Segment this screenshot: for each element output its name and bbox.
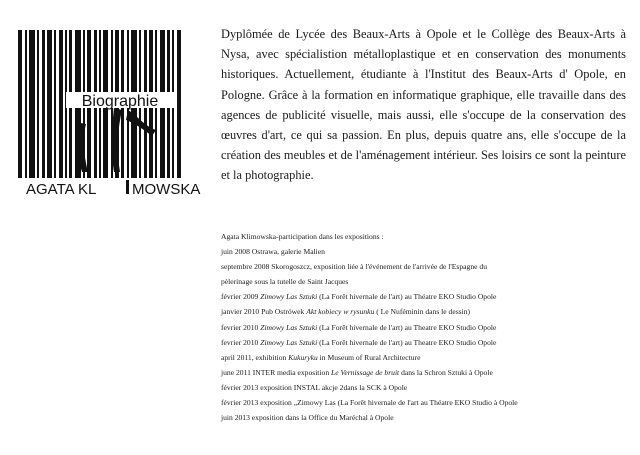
exhibitions-list bbox=[221, 229, 626, 425]
logo-title: Biographie bbox=[81, 93, 159, 110]
barcode-bar bbox=[18, 30, 22, 178]
barcode-bar bbox=[42, 30, 45, 178]
list-item: pèlerinage sous la tutelle de Saint Jacques bbox=[221, 277, 349, 287]
logo-name-part2: MOWSKA bbox=[132, 181, 201, 198]
list-item: janvier 2010 Pub Ostrówek Akt kobiecy w rysunku ( Le Nuféminin dans le dessin) bbox=[221, 307, 471, 317]
logo-name-i-bar bbox=[126, 180, 129, 194]
barcode-bar bbox=[47, 30, 52, 178]
list-item: juin 2008 Ostrawa, galerie Malien bbox=[221, 247, 325, 257]
list-item: april 2011, exhibition Kukuryku in Museum of Rural Architecture bbox=[221, 352, 421, 362]
list-item: fevrier 2010 Zimowy Las Sztuki (La Forêt hivernale de l'art) au Theatre EKO Studio Opole bbox=[221, 322, 497, 332]
biography-paragraph: Dyplômée de Lycée des Beaux-Arts à Opole et le Collège des Beaux-Arts à Nysa, avec spécialistion métalloplastique et en conservation des monuments historiques. Actuellement, étudiante à l'Institut des Beaux-Arts d' Opole, en Pologne. Grâce à la formation en informatique graphique, elle travaille dans des agences de publicité visuelle, mais aussi, elle s'occupe de la conservation des œuvres d'art, ce qui sa passion. En plus, depuis quatre ans, elle s'occupe de la création des meubles et de l'aménagement intérieur. Ses loisirs ce sont la peinture et la photographie. bbox=[221, 27, 626, 183]
barcode-bar bbox=[59, 30, 63, 178]
exhibitions-heading: Agata Klimowska-participation dans les expositions : bbox=[221, 232, 384, 241]
list-item: juin 2013 exposition dans la Office du Maréchal à Opole bbox=[221, 413, 394, 423]
list-item: septembre 2008 Skorogoszcz, exposition liée à l'événement de l'arrivée de l'Espagne du bbox=[221, 262, 487, 272]
list-item: fevrier 2010 Zimowy Las Sztuki (La Forêt hivernale de l'art) au Theatre EKO Studio Opole bbox=[221, 337, 497, 347]
barcode-bar bbox=[177, 30, 181, 178]
logo-name-part1: AGATA KL bbox=[26, 181, 97, 198]
barcode-bar bbox=[54, 30, 56, 178]
barcode-bar bbox=[25, 30, 27, 178]
list-item: june 2011 INTER media exposition Le Vernissage de bruit dans la Schron Sztuki à Opole bbox=[221, 367, 493, 377]
barcode-logo bbox=[16, 30, 212, 198]
list-item: février 2013 exposition INSTAL akcje 2dans la SCK à Opole bbox=[221, 382, 408, 392]
barcode-bar bbox=[37, 30, 39, 178]
list-item: février 2013 exposition „Zimowy Las (La Forêt hivernale de l'art au Théatre EKO Studio à Opole bbox=[221, 398, 518, 408]
barcode-bar bbox=[29, 30, 35, 178]
list-item: février 2009 Zimowy Las Sztuki (La Forêt hivernale de l'art) au Théatre EKO Studio Opole bbox=[221, 292, 497, 302]
